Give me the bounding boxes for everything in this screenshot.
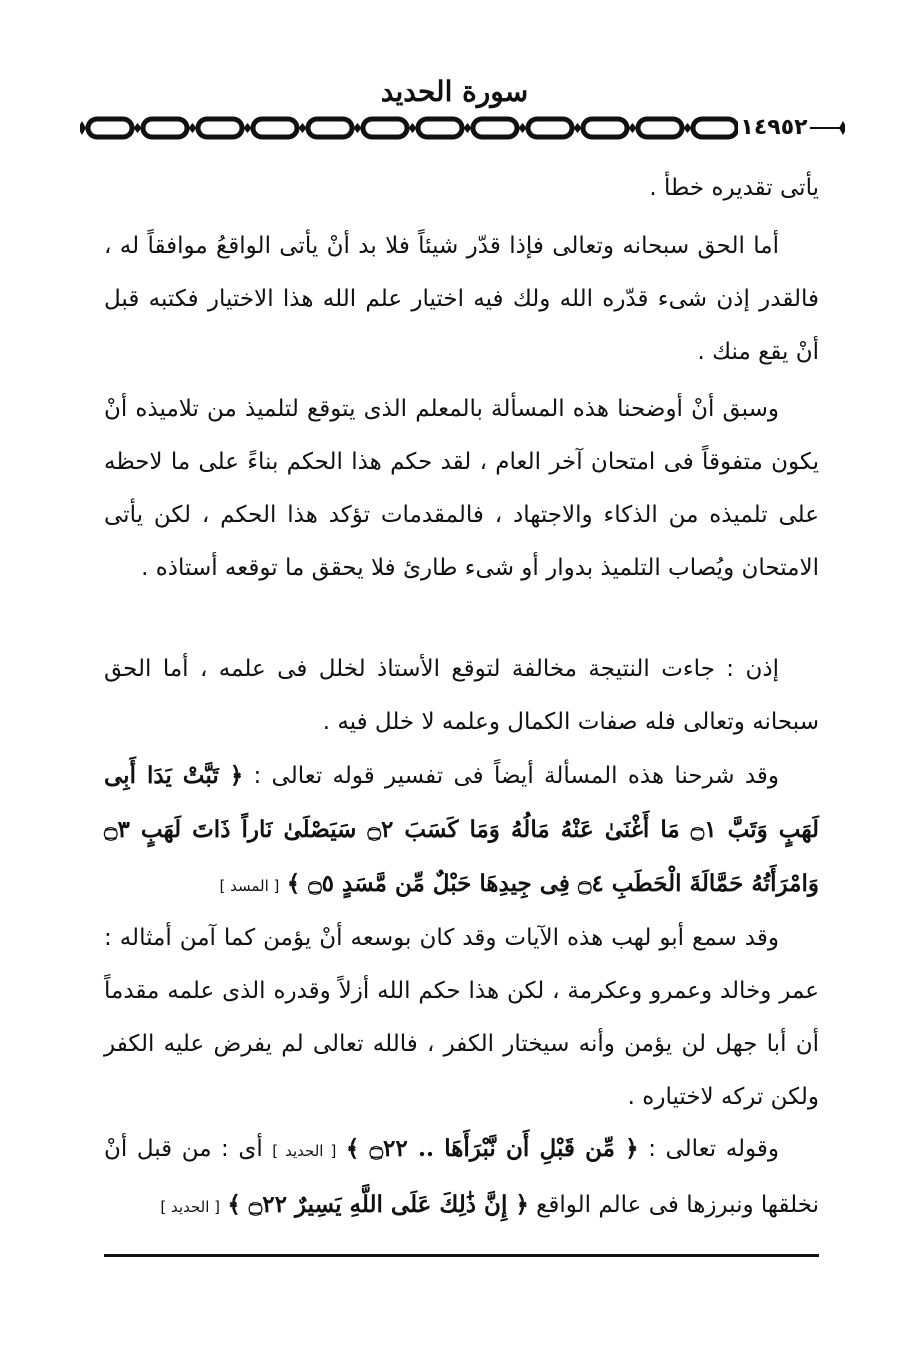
paragraph-3 xyxy=(104,383,819,595)
paragraph-text: أى : من قبل أنْ نخلقها ونبرزها فى عالم الواقع xyxy=(104,1136,819,1218)
paragraph-2 xyxy=(104,220,819,379)
bottom-divider xyxy=(104,1254,819,1257)
paragraph-text: وقد شرحنا هذه المسألة أيضاً فى تفسير قوله تعالى : xyxy=(253,763,779,789)
paragraph-text: يأتى تقديره خطأ . xyxy=(649,175,819,201)
paragraph-text: وقد سمع أبو لهب هذه الآيات وقد كان بوسعه أنْ يؤمن كما آمن أمثاله : عمر وخالد وعمرو وعكرمة ، لكن هذا حكم الله أزلاً وقدره الذى علمه مقدماً أن أبا جهل لن يؤمن وأنه سيختار الكفر ، فالله تعالى لم يفرض عليه الكفر ولكن تركه لاختياره . xyxy=(104,925,819,1110)
surah-title: سورة الحديد xyxy=(380,75,529,108)
surah-reference: [ الحديد ] xyxy=(272,1142,337,1160)
paragraph-6 xyxy=(104,912,819,1124)
paragraph-5 xyxy=(104,749,819,913)
surah-reference: [ المسد ] xyxy=(219,877,280,895)
header-ornament-border xyxy=(80,113,845,143)
quran-verse: ﴿ تَبَّتْ يَدَا أَبِى لَهَبٍ وَتَبَّ ۝١ مَا أَغْنَىٰ عَنْهُ مَالُهُ وَمَا كَسَبَ ۝٢ سَيَصْلَىٰ نَاراً ذَاتَ لَهَبٍ ۝٣ وَامْرَأَتُهُ حَمَّالَةَ الْحَطَبِ ۝٤ فِى جِيدِهَا حَبْلٌ مِّن مَّسَدٍ ۝٥ ﴾ xyxy=(104,762,819,897)
surah-reference: [ الحديد ] xyxy=(160,1198,220,1216)
paragraph-text: أما الحق سبحانه وتعالى فإذا قدّر شيئاً فلا بد أنْ يأتى الواقعُ موافقاً له ، فالقدر إذن شىء قدّره الله ولك فيه اختيار علم الله هذا الاختيار فكتبه قبل أنْ يقع منك . xyxy=(104,233,819,365)
page-number: ١٤٩٥٢ xyxy=(738,114,810,142)
paragraph-text: إذن : جاءت النتيجة مخالفة لتوقع الأستاذ لخلل فى علمه ، أما الحق سبحانه وتعالى فله صفات الكمال وعلمه لا خلل فيه . xyxy=(104,656,819,735)
paragraph-text: وقوله تعالى : xyxy=(648,1136,780,1162)
paragraph-4 xyxy=(104,643,819,749)
paragraph-1 xyxy=(104,162,819,215)
paragraph-text: وسبق أنْ أوضحنا هذه المسألة بالمعلم الذى يتوقع لتلميذ من تلاميذه أنْ يكون متفوقاً فى امتحان آخر العام ، لقد حكم هذا الحكم بناءً على ما لاحظه على تلميذه من الذكاء والاجتهاد ، فالمقدمات تؤكد هذا الحكم ، لكن يأتى الامتحان ويُصاب التلميذ بدوار أو شىء طارئ فلا يحقق ما توقعه أستاذه . xyxy=(104,396,819,581)
ornament-chain-icon xyxy=(80,113,845,143)
paragraph-7 xyxy=(104,1122,819,1234)
quran-verse: ﴿ إِنَّ ذَٰلِكَ عَلَى اللَّهِ يَسِيرٌ ۝٢٢ ﴾ xyxy=(227,1191,529,1218)
quran-verse: ﴿ مِّن قَبْلِ أَن نَّبْرَأَهَا .. ۝٢٢ ﴾ xyxy=(345,1135,639,1162)
